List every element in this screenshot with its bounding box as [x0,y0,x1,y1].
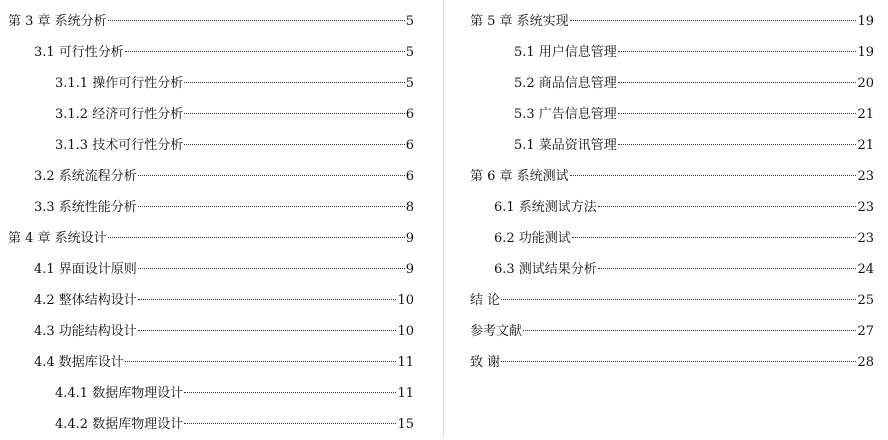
toc-entry-title: 3.2 系统流程分析 [34,169,137,184]
toc-dot-leader [138,267,405,269]
toc-page-number: 8 [405,200,414,215]
toc-entry-title: 6.1 系统测试方法 [494,200,597,215]
toc-entry[interactable] [0,254,420,285]
toc-entry-title: 4.1 界面设计原则 [34,262,137,277]
toc-dot-leader [618,112,857,114]
toc-page-number: 19 [857,45,874,60]
toc-entry[interactable] [462,347,884,378]
toc-entry-title: 5.3 广告信息管理 [514,107,617,122]
toc-dot-leader [598,205,857,207]
toc-dot-leader [108,19,405,21]
toc-entry-title: 6.2 功能测试 [494,231,571,246]
toc-page-number: 27 [857,324,874,339]
toc-dot-leader [138,174,405,176]
toc-entry[interactable] [0,37,420,68]
toc-page-number: 23 [857,231,874,246]
toc-page-number: 15 [397,417,414,432]
toc-entry-title: 第 4 章 系统设计 [8,231,107,246]
toc-entry[interactable] [462,316,884,347]
toc-dot-leader [184,81,405,83]
toc-entry[interactable] [462,254,884,285]
toc-page-number: 21 [857,107,874,122]
toc-entry[interactable] [0,285,420,316]
toc-page-number: 6 [405,169,414,184]
toc-page-number: 5 [405,14,414,29]
toc-page-number: 6 [405,138,414,153]
toc-entry-title: 第 6 章 系统测试 [470,169,569,184]
toc-page-number: 11 [397,355,414,370]
toc-page-number: 28 [857,355,874,370]
toc-dot-leader [523,329,856,331]
toc-dot-leader [138,329,397,331]
toc-dot-leader [125,50,405,52]
toc-entry-title: 3.3 系统性能分析 [34,200,137,215]
toc-dot-leader [184,422,396,424]
toc-column-left [0,6,420,440]
toc-dot-leader [138,205,405,207]
toc-entry-title: 3.1.2 经济可行性分析 [55,107,184,122]
toc-entry-title: 6.3 测试结果分析 [494,262,597,277]
toc-dot-leader [184,143,405,145]
toc-entry-title: 5.1 菜品资讯管理 [514,138,617,153]
toc-page-number: 25 [857,293,874,308]
toc-entry[interactable] [0,316,420,347]
toc-dot-leader [570,19,857,21]
toc-entry-title: 3.1 可行性分析 [34,45,124,60]
toc-column-right [462,6,884,378]
toc-page-number: 23 [857,169,874,184]
column-divider [443,0,444,436]
toc-dot-leader [138,298,397,300]
toc-page-number: 24 [857,262,874,277]
toc-entry[interactable] [462,99,884,130]
toc-entry-title: 4.2 整体结构设计 [34,293,137,308]
toc-entry[interactable] [0,192,420,223]
toc-dot-leader [108,236,405,238]
toc-page-number: 9 [405,231,414,246]
toc-entry-title: 4.4 数据库设计 [34,355,124,370]
toc-entry[interactable] [462,192,884,223]
toc-entry[interactable] [0,161,420,192]
toc-dot-leader [184,391,396,393]
toc-entry-title: 4.4.1 数据库物理设计 [55,386,184,401]
toc-entry[interactable] [0,99,420,130]
toc-entry[interactable] [462,68,884,99]
toc-entry-title: 结 论 [470,293,501,308]
toc-page-number: 6 [405,107,414,122]
toc-page-number: 11 [397,386,414,401]
toc-entry[interactable] [0,223,420,254]
toc-dot-leader [618,50,857,52]
toc-entry[interactable] [0,409,420,440]
toc-entry-title: 致 谢 [470,355,501,370]
toc-page-number: 21 [857,138,874,153]
toc-page-number: 23 [857,200,874,215]
toc-page-number: 19 [857,14,874,29]
toc-entry-title: 5.2 商品信息管理 [514,76,617,91]
toc-entry[interactable] [462,285,884,316]
toc-dot-leader [184,112,405,114]
toc-dot-leader [125,360,397,362]
toc-dot-leader [501,298,856,300]
toc-dot-leader [501,360,856,362]
toc-dot-leader [598,267,857,269]
toc-page-number: 10 [397,324,414,339]
toc-entry[interactable] [462,223,884,254]
toc-entry-title: 3.1.1 操作可行性分析 [55,76,184,91]
toc-page-number: 20 [857,76,874,91]
toc-entry[interactable] [0,130,420,161]
toc-entry-title: 参考文献 [470,324,523,339]
toc-page-number: 9 [405,262,414,277]
toc-entry-title: 第 5 章 系统实现 [470,14,569,29]
toc-entry[interactable] [462,37,884,68]
toc-entry-title: 4.4.2 数据库物理设计 [55,417,184,432]
toc-entry-title: 3.1.3 技术可行性分析 [55,138,184,153]
toc-entry[interactable] [0,378,420,409]
toc-page-number: 5 [405,45,414,60]
toc-entry[interactable] [0,347,420,378]
toc-entry-title: 4.3 功能结构设计 [34,324,137,339]
toc-entry[interactable] [462,6,884,37]
toc-entry[interactable] [462,161,884,192]
toc-page-number: 10 [397,293,414,308]
toc-dot-leader [572,236,857,238]
toc-dot-leader [570,174,857,176]
toc-entry[interactable] [462,130,884,161]
toc-entry[interactable] [0,68,420,99]
toc-entry[interactable] [0,6,420,37]
toc-dot-leader [618,81,857,83]
toc-dot-leader [618,143,857,145]
toc-entry-title: 第 3 章 系统分析 [8,14,107,29]
toc-entry-title: 5.1 用户信息管理 [514,45,617,60]
toc-page-number: 5 [405,76,414,91]
